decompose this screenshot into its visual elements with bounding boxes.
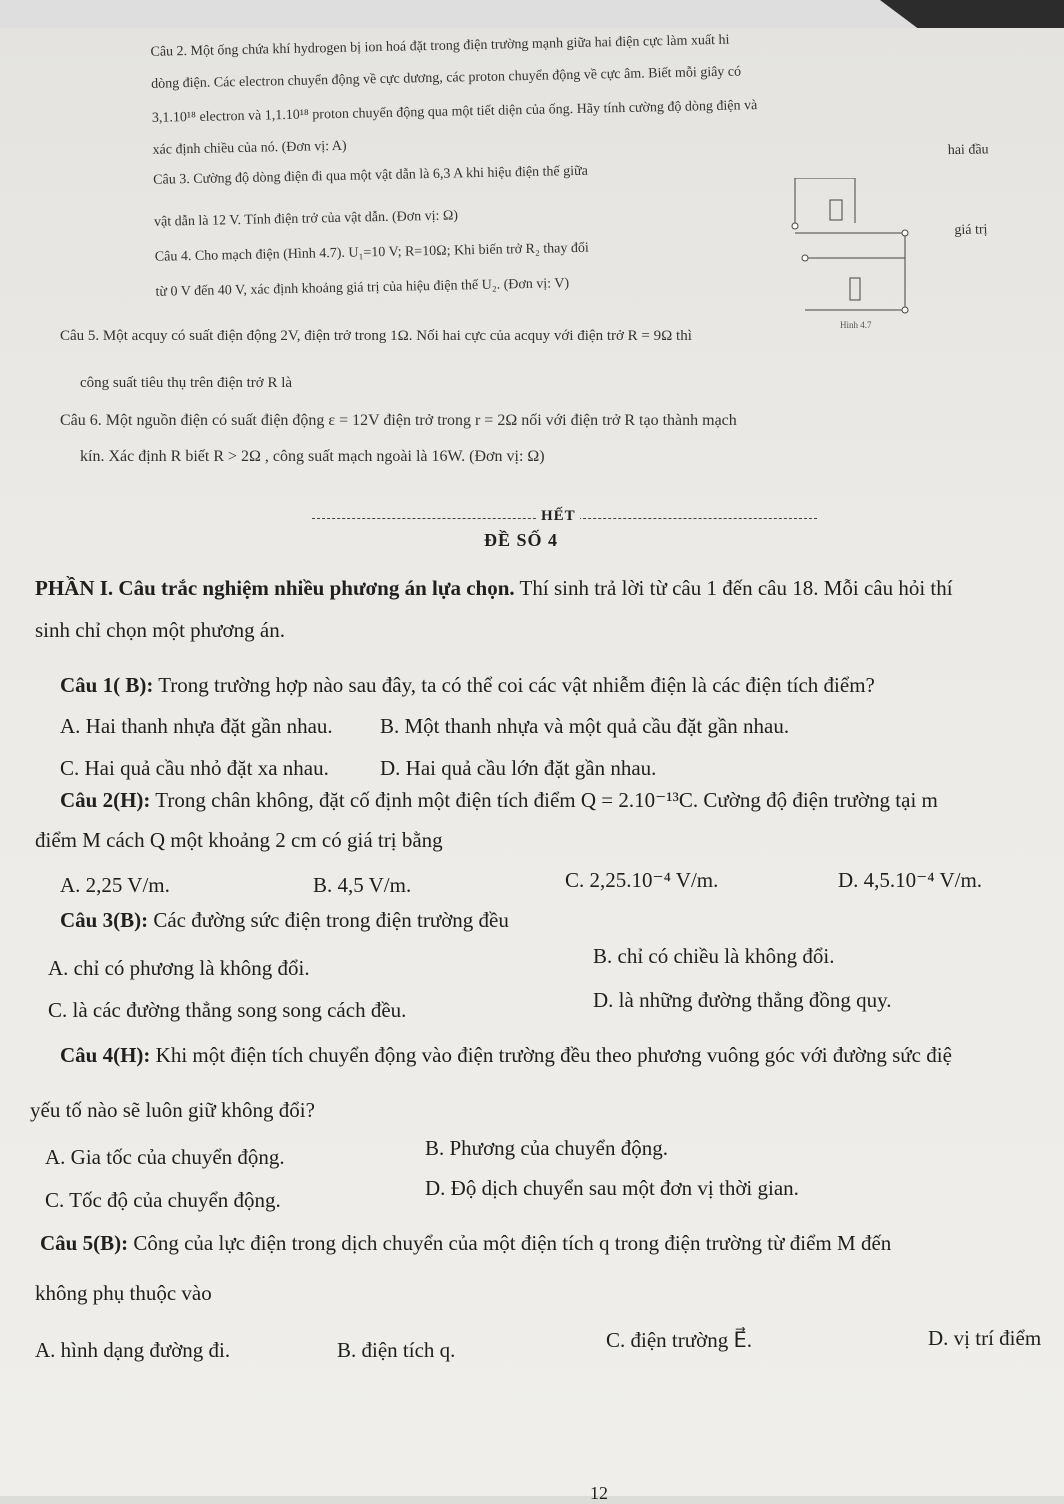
option-a[interactable]: A. Gia tốc của chuyển động. [45,1145,285,1169]
q5-line: công suất tiêu thụ trên điện trở R là [80,375,293,391]
q2-line: xác định chiều của nó. (Đơn vị: A) [152,138,347,158]
question-1 [60,673,875,698]
q2-line: 3,1.10¹⁸ electron và 1,1.10¹⁸ proton chuyển động qua một tiết diện của ống. Hãy tính cường độ dòng điện và [151,98,758,126]
question-text: Khi một điện tích chuyển động vào điện trường đều theo phương vuông góc với đường sức điệ [155,1043,952,1067]
option-a[interactable]: A. Hai thanh nhựa đặt gần nhau. [60,714,333,738]
question-label: Câu 2(H): [60,788,151,812]
part1-instruction-text: sinh chỉ chọn một phương án. [35,618,285,642]
question-text: Các đường sức điện trong điện trường đều [153,908,509,932]
exam-title: ĐỀ SỐ 4 [484,530,559,550]
question-text: yếu tố nào sẽ luôn giữ không đổi? [30,1098,315,1122]
option-d[interactable]: D. 4,5.10⁻⁴ V/m. [838,868,983,892]
q3-line: vật dẫn là 12 V. Tính điện trở của vật dẫn. (Đơn vị: Ω) [153,208,459,230]
question-text: Trong chân không, đặt cố định một điện tích điểm Q = 2.10⁻¹³C. Cường độ điện trường tại m [155,788,938,812]
option-c[interactable]: C. Tốc độ của chuyển động. [45,1188,281,1212]
q2-line: Câu 2. Một ống chứa khí hydrogen bị ion hoá đặt trong điện trường mạnh giữa hai điện cực làm xuất hi [150,32,730,60]
figure-caption: Hình 4.7 [840,320,872,330]
option-c[interactable]: C. là các đường thẳng song song cách đều. [48,998,407,1022]
circuit-diagram [785,178,935,338]
question-text: Trong trường hợp nào sau đây, ta có thể coi các vật nhiễm điện là các điện tích điểm? [158,673,875,697]
document-page [0,28,1064,1503]
question-3 [60,908,509,933]
circuit-figure [785,178,935,338]
question-text: điểm M cách Q một khoảng 2 cm có giá trị bằng [35,828,443,852]
question-2 [60,788,938,813]
question-4 [60,1043,952,1068]
part1-heading: PHẦN I. Câu trắc nghiệm nhiều phương án lựa chọn. [35,576,515,600]
option-d[interactable]: D. Độ dịch chuyển sau một đơn vị thời gian. [425,1176,799,1200]
q4-line: Câu 4. Cho mạch điện (Hình 4.7). U₁=10 V; R=10Ω; Khi biến trở R₂ thay đổi [154,240,589,265]
q6-line: Câu 6. Một nguồn điện có suất điện động ε = 12V điện trở trong r = 2Ω nối với điện trở R tạo thành mạch [60,412,737,429]
option-b[interactable]: B. chỉ có chiều là không đổi. [593,944,835,968]
option-b[interactable]: B. Phương của chuyển động. [425,1136,668,1160]
option-c[interactable]: C. 2,25.10⁻⁴ V/m. [565,868,719,892]
option-b[interactable]: B. Một thanh nhựa và một quả cầu đặt gần nhau. [380,714,790,738]
option-a[interactable]: A. 2,25 V/m. [60,873,170,897]
question-label: Câu 3(B): [60,908,149,932]
option-c[interactable]: C. Hai quả cầu nhỏ đặt xa nhau. [60,756,329,780]
question-text: không phụ thuộc vào [35,1281,212,1305]
q2-line: dòng điện. Các electron chuyển động về cực dương, các proton chuyển động về cực âm. Biết mỗi giây có [151,64,742,92]
end-label: HẾT [537,508,580,525]
option-d[interactable]: D. là những đường thẳng đồng quy. [593,988,892,1012]
question-label: Câu 5(B): [40,1231,129,1255]
option-d[interactable]: D. Hai quả cầu lớn đặt gần nhau. [380,756,657,780]
page-number: 12 [590,1483,608,1503]
part1-instructions [35,576,953,601]
q5-line: Câu 5. Một acquy có suất điện động 2V, điện trở trong 1Ω. Nối hai cực của acquy với điện trở R = 9Ω thì [60,328,692,344]
option-b[interactable]: B. điện tích q. [337,1338,456,1362]
q4-line-tail: giá trị [954,222,988,239]
option-d[interactable]: D. vị trí điểm [928,1326,1042,1350]
q3-line-tail: hai đầu [947,142,989,159]
question-label: Câu 1( B): [60,673,154,697]
q3-line: Câu 3. Cường độ dòng điện đi qua một vật dẫn là 6,3 A khi hiệu điện thế giữa [153,163,589,188]
part1-instruction-text: Thí sinh trả lời từ câu 1 đến câu 18. Mỗi câu hỏi thí [514,576,953,600]
question-label: Câu 4(H): [60,1043,151,1067]
option-b[interactable]: B. 4,5 V/m. [313,873,412,897]
question-5 [40,1231,891,1256]
question-text: Công của lực điện trong dịch chuyển của một điện tích q trong điện trường từ điểm M đến [133,1231,892,1255]
q4-line: từ 0 V đến 40 V, xác định khoảng giá trị của hiệu điện thế U₂. (Đơn vị: V) [155,276,570,300]
q6-line: kín. Xác định R biết R > 2Ω , công suất mạch ngoài là 16W. (Đơn vị: Ω) [80,448,545,465]
option-c[interactable]: C. điện trường E⃗. [606,1328,752,1352]
option-a[interactable]: A. chỉ có phương là không đổi. [48,956,310,980]
option-a[interactable]: A. hình dạng đường đi. [35,1338,231,1362]
